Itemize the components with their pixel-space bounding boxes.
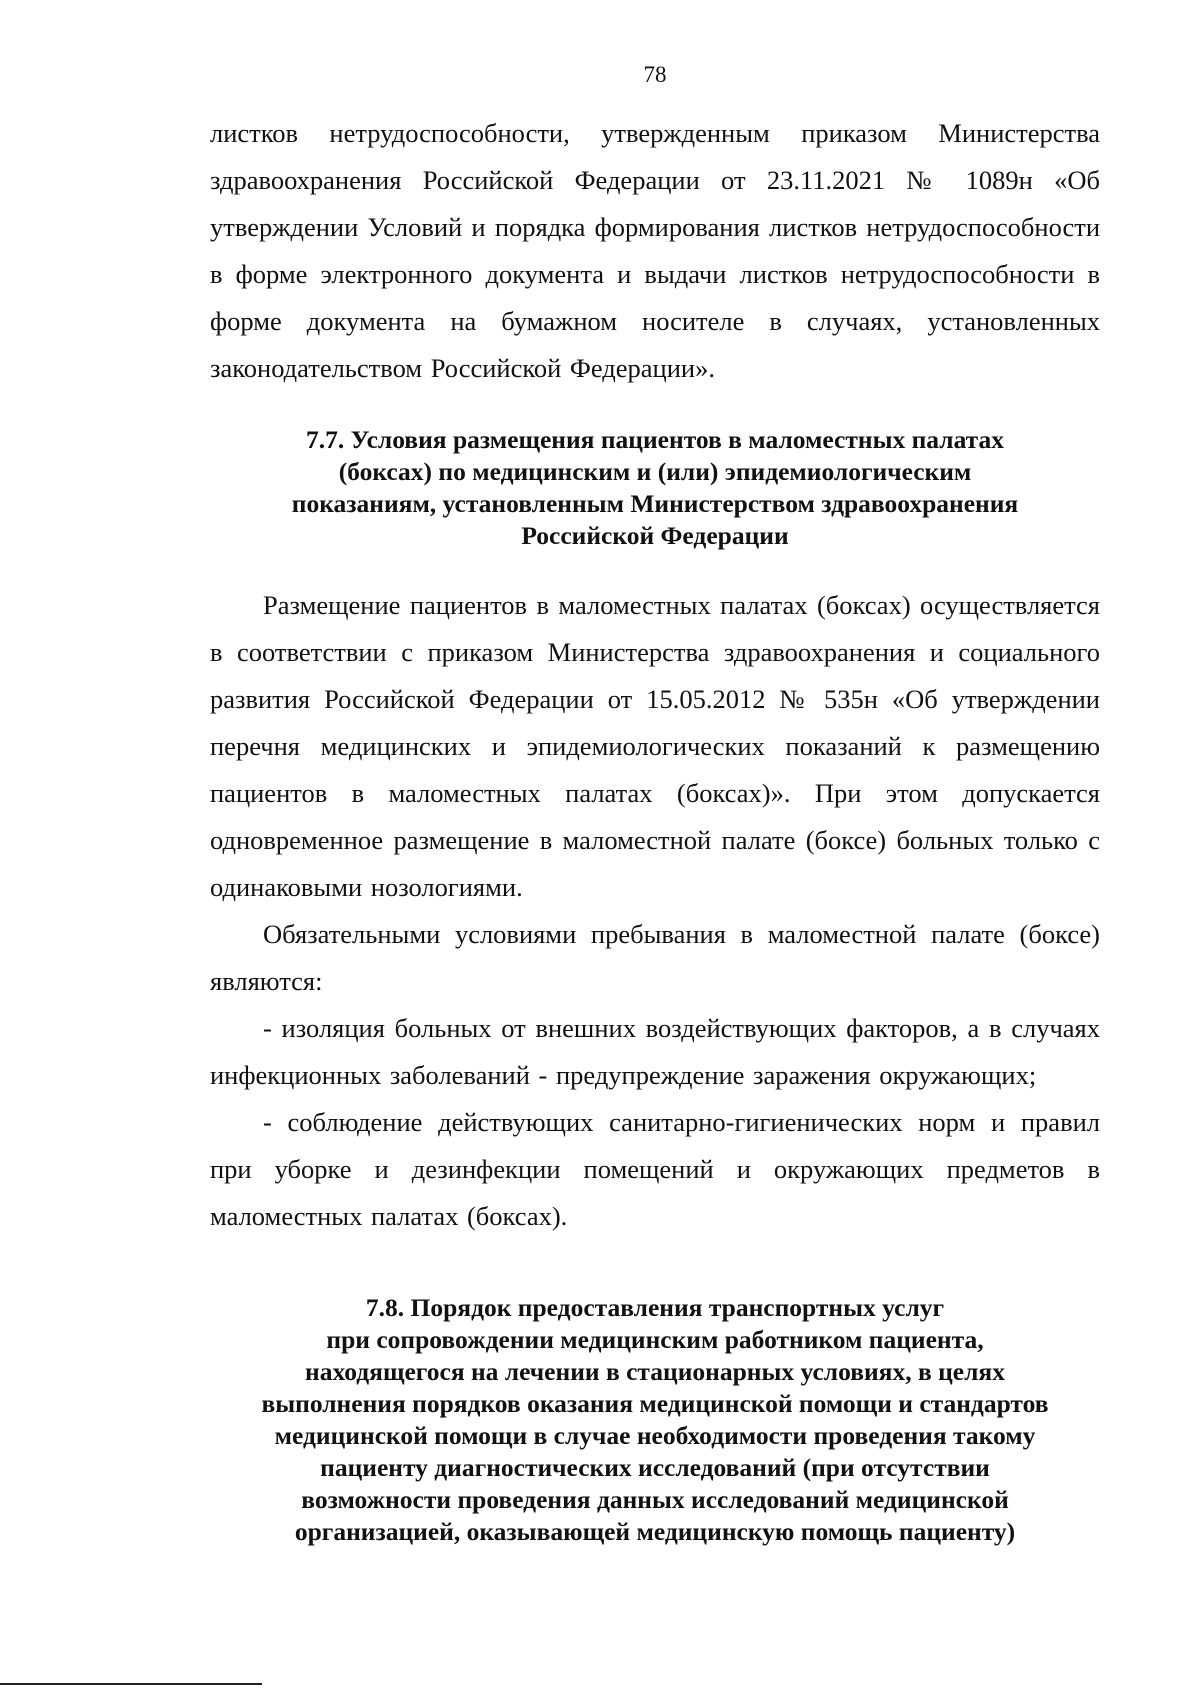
heading-line: 7.8. Порядок предоставления транспортных услуг [365,1293,945,1322]
heading-line: (боксах) по медицинским и (или) эпидемиологическим [338,457,972,486]
section-heading-7-7 [210,424,1100,552]
heading-line: показаниям, установленным Министерством здравоохранения [291,489,1019,518]
heading-line: находящегося на лечении в стационарных условиях, в целях [305,1357,1005,1386]
paragraph-sick-leave-order: листков нетрудоспособности, утвержденным приказом Министерства здравоохранения Российской Федерации от 23.11.2021 № 1089н «Об утверждении Условий и порядка формирования листков нетрудоспособности в форме электронного документа и выдачи листков нетрудоспособности в форме документа на бумажном носителе в случаях, установленных законодательством Российской Федерации». [210,118,1100,383]
list-item: - соблюдение действующих санитарно-гигиенических норм и правил при уборке и дезинфекции помещений и окружающих предметов в маломестных палатах (боксах). [210,1107,1100,1231]
heading-line: Российской Федерации [521,521,789,550]
list-item: - изоляция больных от внешних воздействующих факторов, а в случаях инфекционных заболеваний - предупреждение заражения окружающих; [210,1013,1100,1090]
heading-line: пациенту диагностических исследований (при отсутствии [320,1453,990,1482]
document-body [210,110,1100,1548]
section-heading-7-8 [210,1292,1100,1548]
heading-line: возможности проведения данных исследований медицинской [301,1485,1009,1514]
paragraph-ward-placement: Размещение пациентов в маломестных палатах (боксах) осуществляется в соответствии с приказом Министерства здравоохранения и социального развития Российской Федерации от 15.05.2012 № 535н «Об утверждении перечня медицинских и эпидемиологических показаний к размещению пациентов в маломестных палатах (боксах)». При этом допускается одновременное размещение в маломестной палате (боксе) больных только с одинаковыми нозологиями. [210,590,1100,902]
heading-line: 7.7. Условия размещения пациентов в маломестных палатах [305,425,1004,454]
heading-line: выполнения порядков оказания медицинской помощи и стандартов [261,1389,1049,1418]
heading-line: при сопровождении медицинским работником пациента, [326,1325,984,1354]
heading-line: медицинской помощи в случае необходимости проведения такому [274,1421,1036,1450]
heading-line: организацией, оказывающей медицинскую помощь пациенту) [294,1517,1016,1546]
footer-divider [0,1683,262,1685]
paragraph-mandatory-conditions: Обязательными условиями пребывания в маломестной палате (боксе) являются: [210,919,1100,996]
page-number: 78 [643,62,667,87]
